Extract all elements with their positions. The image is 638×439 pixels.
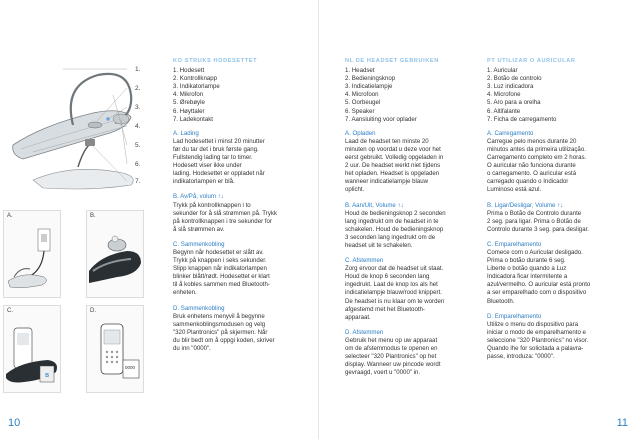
panel-label-b: B. [90,213,96,219]
section-body: Houd de bedieningsknop 2 seconden lang ingedrukt om de headset in te schakelen. Houd de bedieningsknop 3 seconden lang ingedrukt om de headset uit te schakelen. [345,209,446,249]
panel-label-c: C. [7,308,13,314]
callout-5: 5. [135,142,141,149]
callout-2: 2. [135,85,141,92]
section-body: Begynn når hodesettet er slått av. Trykk på knappen i seks sekunder. Slipp knappen når indikatorlampen blinker blått/rødt. Hodesettet er klart til å kobles sammen med Bluetooth- enheten. [173,248,270,297]
phone-illustration [87,306,143,392]
pairing-illustration [4,306,60,392]
callout-4: 4. [135,123,141,130]
column-heading: KO STRUKS HODESETTET [173,58,258,64]
section-title: A. Opladen [345,129,376,137]
callout-6: 6. [135,161,141,168]
part-item: 7. Ladekontakt [173,115,213,123]
column-norwegian [173,57,313,360]
section-power [345,202,480,251]
part-item: 2. Kontrollknapp [173,75,218,83]
section-body: Gebruik het menu op uw apparaat om de afstemmodus te openen en selecteer "320 Plantronics" op het display. Wanneer uw pincode wordt gevraagd, voert u "0000" in. [345,336,441,377]
panel-label-a: A. [7,213,13,219]
panel-b-power [86,210,144,298]
section-title: B. Av/På, volum ↑↓ [173,193,224,201]
callout-3: 3. [135,104,141,111]
column-portuguese [487,57,627,368]
parts-list [487,67,627,124]
section-power [173,193,313,233]
section-pairing [173,241,313,298]
page-number-left: 10 [8,417,21,429]
section-title: C. Sammenkobling [173,240,225,248]
part-item: 4. Mikrofon [173,91,204,99]
part-item: 1. Headset [345,67,375,75]
svg-text:ʙ: ʙ [44,371,50,379]
page-divider [318,0,319,439]
section-pairing-menu [345,329,480,378]
part-item: 5. Ørebøyle [173,99,205,107]
section-body: Laad de headset ten minste 20 minuten op voordat u deze voor het eerst gebruikt. Volledig opgeladen in 2 uur. De headset werkt niet tijdens het opladen. Headset is opgeladen wanneer indicatielampje blauw oplicht. [345,137,444,194]
part-item: 4. Microfoon [345,91,379,99]
section-body: Prima o Botão de Controlo durante 2 seg. para ligar. Prima o Botão de Controlo durante 3 seg. para desligar. [487,209,589,233]
part-item: 1. Hodesett [173,67,205,75]
panel-a-charging [3,210,61,298]
part-item: 2. Bedieningsknop [345,75,396,83]
phone-screen-code: 0000 [125,365,136,370]
part-item: 7. Aansluiting voor oplader [345,115,417,123]
part-item: 3. Luz indicadora [487,83,534,91]
headset-drawing [3,55,153,195]
headset-illustration [3,55,153,195]
section-title: A. Lading [173,129,199,137]
section-title: C. Afstemmen [345,257,384,265]
section-pairing [487,241,627,306]
section-body: Lad hodesettet i minst 20 minutter før du tar det i bruk første gang. Fullstendig lading tar to timer. Hodesett viser ikke under lading. Hodesettet er oppladet når indikatorlampen er blå. [173,137,265,186]
column-dutch [345,57,480,384]
section-charging [345,130,480,195]
part-item: 2. Botão de controlo [487,75,542,83]
charging-illustration [4,211,60,297]
part-item: 5. Aro para a orelha [487,99,541,107]
part-item: 6. Speaker [345,107,375,115]
section-title: B. Aan/Uit, Volume ↑↓ [345,201,404,209]
section-title: A. Carregamento [487,129,534,137]
part-item: 1. Auricular [487,67,518,75]
parts-list [345,67,480,124]
section-body: Utilize o menu do dispositivo para iniciar o modo de emparelhamento e seleccione "320 Plantronics" no visor. Quando lhe for solicitada a palavra- passe, introduza: "0000". [487,320,589,361]
panel-c-pairing [3,305,61,393]
parts-list [173,67,313,124]
section-pairing [345,257,480,322]
part-item: 4. Microfone [487,91,521,99]
section-body: Comece com o Auricular desligado. Prima o botão durante 6 seg. Liberte o botão quando a Luz Indicadora ficar intermitente a azul/vermelho. O auricular está pronto a ser emparelhado com o dispositivo Bluetooth. [487,248,591,305]
column-heading: PT UTILIZAR O AURICULAR [487,58,576,64]
section-pairing-menu [173,305,313,354]
column-heading: NL DE HEADSET GEBRUIKEN [345,58,439,64]
part-item: 6. Høyttaler [173,107,205,115]
section-body: Zorg ervoor dat de headset uit staat. Houd de knop 6 seconden lang ingedrukt. Laat de knop los als het indicatielampje blauw/rood knippert. De headset is nu klaar om te worden afgestemd met het Bluetooth- apparaat. [345,265,445,321]
section-title: C. Emparelhamento [487,240,542,248]
power-illustration [87,211,143,297]
section-charging [173,130,313,187]
section-body: Trykk på kontrollknappen i to sekunder for å slå strømmen på. Trykk på kontrollknappen i tre sekunder for å slå strømmen av. [173,201,277,233]
panel-d-pairing-menu [86,305,144,393]
charger-plug [85,139,95,146]
page-number-right: 11 [616,417,628,429]
part-item: 3. Indicatielampje [345,83,393,91]
section-power [487,202,627,234]
section-title: D. Sammenkobling [173,304,225,312]
part-item: 3. Indikatorlampe [173,83,220,91]
section-title: D. Afstemmen [345,328,384,336]
callout-1: 1. [135,66,141,73]
section-body: Bruk enhetens menyvil å begynne sammenkoblingsmodusen og velg "320 Plantronics" på skjermen. Når du blir bedt om å oppgi koden, skriver du inn "0000". [173,312,275,352]
section-pairing-menu [487,313,627,362]
section-body: Carregue pelo menos durante 20 minutos antes da primeira utilização. Carregamento completo em 2 horas. O auricular não funciona durante o carregamento. O auricular está carregado quando o Indicador Luminoso está azul. [487,137,587,194]
part-item: 6. Altifalante [487,107,521,115]
section-charging [487,130,627,195]
callout-7: 7. [135,178,141,185]
part-item: 5. Oorbeugel [345,99,381,107]
panel-label-d: D. [90,308,96,314]
section-title: D. Emparelhamento [487,312,542,320]
section-title: B. Ligar/Desligar, Volume ↑↓ [487,201,564,209]
part-item: 7. Ficha de carregamento [487,115,557,123]
